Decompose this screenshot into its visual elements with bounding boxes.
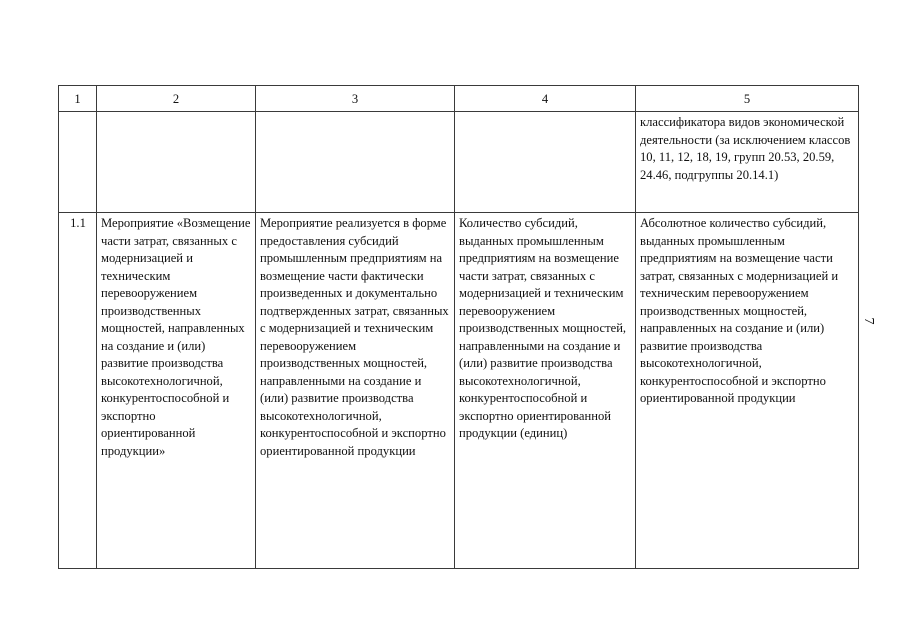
cell-classifier-continuation: классификатора видов экономической деятельности (за исключением классов 10, 11, 12, 18, 19, групп 20.53, 20.59, 24.46, подгруппы 20.14.1) <box>636 112 859 213</box>
cell-event-name: Мероприятие «Возмещение части затрат, связанных с модернизацией и техническим перевооружением производственных мощностей, направленных на создание и (или) развитие производства высокотехнологичной, конкурентоспособной и экспортно ориентированной продукции» <box>97 213 256 569</box>
cell-event-description: Мероприятие реализуется в форме предоставления субсидий промышленным предприятиям на возмещение части фактически произведенных и документально подтвержденных затрат, связанных с модернизацией и техническим перевооружением производственных мощностей, направленными на создание и (или) развитие производства высокотехнологичной, конкурентоспособной и экспортно ориентированной продукции <box>256 213 455 569</box>
header-col-3: 3 <box>256 86 455 112</box>
table-row-continuation <box>59 112 859 213</box>
header-col-2: 2 <box>97 86 256 112</box>
page-number: 7 <box>861 317 876 325</box>
cell-empty <box>455 112 636 213</box>
cell-empty <box>97 112 256 213</box>
cell-row-number: 1.1 <box>59 213 97 569</box>
cell-empty <box>256 112 455 213</box>
cell-indicator: Количество субсидий, выданных промышленным предприятиям на возмещение части затрат, связанных с модернизацией и техническим перевооружением производственных мощностей, направленными на создание и (или) развитие производства высокотехнологичной, конкурентоспособной и экспортно ориентированной продукции (единиц) <box>455 213 636 569</box>
header-row <box>59 86 859 112</box>
cell-calculation-method: Абсолютное количество субсидий, выданных промышленным предприятиям на возмещение части затрат, связанных с модернизацией и техническим перевооружением производственных мощностей, направленных на создание и (или) развитие производства высокотехнологичной, конкурентоспособной и экспортно ориентированной продукции <box>636 213 859 569</box>
header-col-5: 5 <box>636 86 859 112</box>
program-table <box>58 85 859 569</box>
header-col-4: 4 <box>455 86 636 112</box>
header-col-1: 1 <box>59 86 97 112</box>
cell-empty <box>59 112 97 213</box>
table-row-1-1 <box>59 213 859 569</box>
